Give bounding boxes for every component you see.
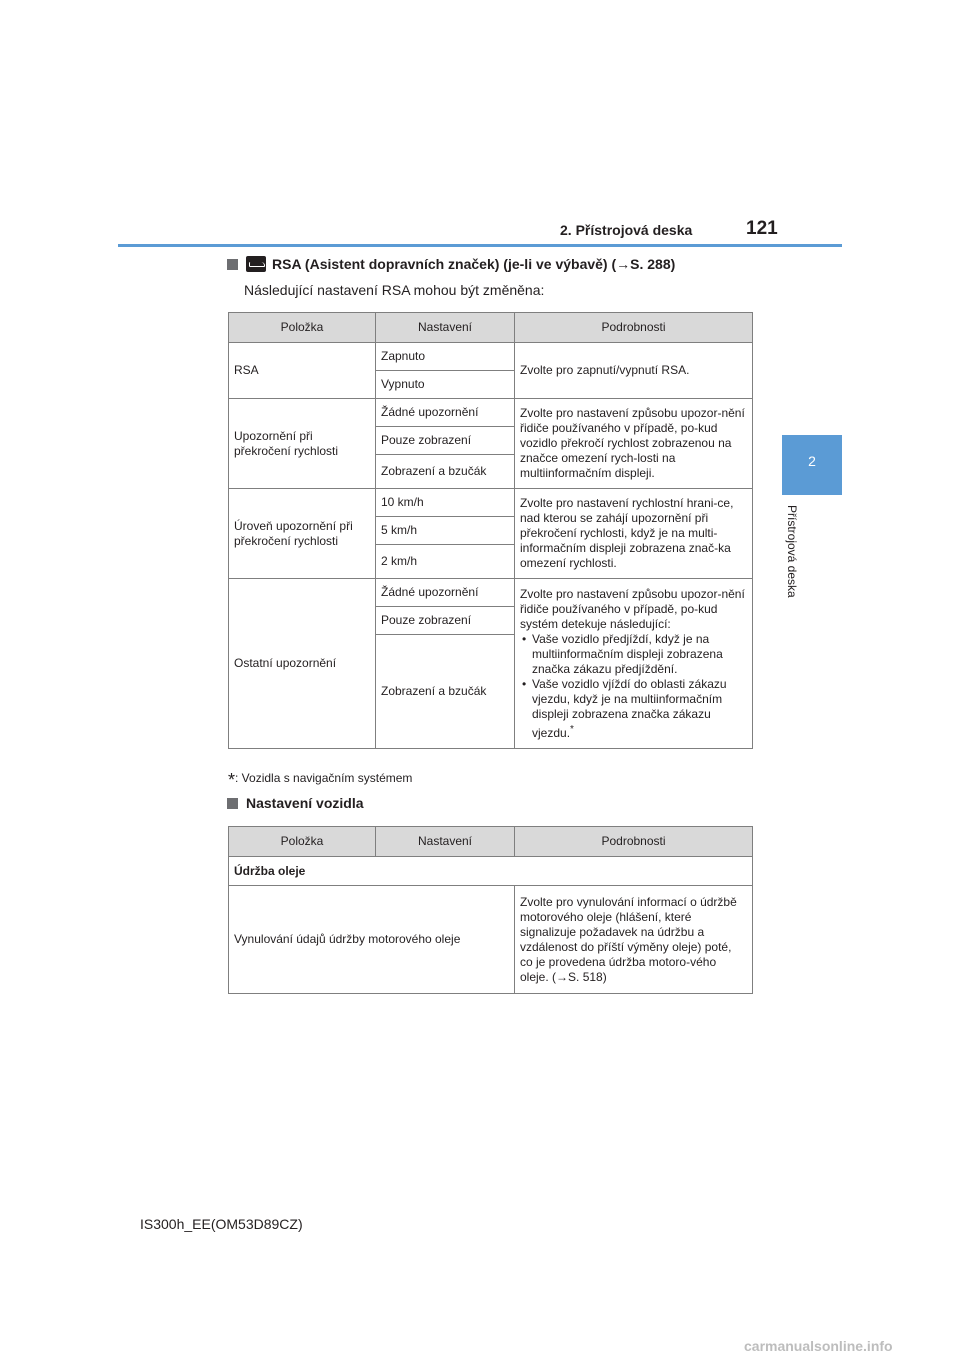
setting-cell: 2 km/h: [376, 545, 515, 579]
chapter-tab[interactable]: [782, 435, 842, 495]
setting-cell: Pouze zobrazení: [376, 607, 515, 635]
item-cell: Vynulování údajů údržby motorového oleje: [229, 886, 515, 994]
table-header-row: [229, 313, 753, 343]
bullet-text: Vaše vozidlo vjíždí do oblasti zákazu vjezdu, když je na multiinformačním displeji zobrazena značka zákazu vjezdu.: [532, 676, 727, 740]
table-group-row: [229, 857, 753, 886]
item-cell: RSA: [229, 343, 376, 399]
table-row: [229, 399, 753, 427]
setting-cell: 5 km/h: [376, 517, 515, 545]
watermark: carmanualsonline.info: [744, 1338, 893, 1354]
list-item: • Vaše vozidlo předjíždí, když je na multiinformačním displeji zobrazena značka zákazu předjíždění.: [532, 632, 747, 677]
header-rule: [118, 244, 842, 247]
list-item: [532, 677, 747, 741]
rsa-intro: Následující nastavení RSA mohou být změněna:: [244, 282, 545, 298]
details-list: [520, 632, 747, 741]
setting-cell: Vypnuto: [376, 371, 515, 399]
table-row: [229, 886, 753, 994]
square-bullet-icon: [227, 798, 238, 809]
section-title: 2. Přístrojová deska: [560, 222, 693, 238]
group-cell: Údržba oleje: [229, 857, 753, 886]
item-cell: Upozornění při překročení rychlosti: [229, 399, 376, 489]
setting-cell: Zobrazení a bzučák: [376, 455, 515, 489]
details-intro: Zvolte pro nastavení způsobu upozor-nění řidiče používaného v případě, po-kud systém detekuje následující:: [520, 586, 745, 631]
column-header: Položka: [229, 827, 376, 857]
table-row: [229, 343, 753, 371]
details-cell: [515, 579, 753, 749]
document-code: IS300h_EE(OM53D89CZ): [140, 1216, 303, 1232]
vehicle-heading-text: Nastavení vozidla: [246, 795, 364, 811]
column-header: Podrobnosti: [515, 827, 753, 857]
footnote-text: : Vozidla s navigačním systémem: [235, 771, 413, 785]
page-number: 121: [746, 218, 778, 239]
footnote-marker: *: [570, 723, 574, 735]
setting-cell: Zapnuto: [376, 343, 515, 371]
rsa-heading: [227, 256, 675, 272]
setting-cell: Žádné upozornění: [376, 399, 515, 427]
table-row: [229, 579, 753, 607]
chapter-number: 2: [808, 453, 816, 469]
table-header-row: [229, 827, 753, 857]
footnote: [228, 770, 412, 791]
chapter-label: Přístrojová deska: [785, 505, 799, 598]
details-cell: Zvolte pro nastavení rychlostní hrani-ce, nad kterou se zahájí upozornění při překročení rychlosti, když je na multi-informačním displeji zobrazena znač-ka omezení rychlosti.: [515, 489, 753, 579]
vehicle-settings-table: [228, 826, 753, 994]
details-cell: Zvolte pro nastavení způsobu upozor-nění řidiče používaného v případě, po-kud vozidlo překročí rychlost zobrazenou na značce omezení rych-losti na multiinformačním displeji.: [515, 399, 753, 489]
square-bullet-icon: [227, 259, 238, 270]
footnote-star: *: [228, 770, 236, 790]
details-cell: Zvolte pro zapnutí/vypnutí RSA.: [515, 343, 753, 399]
table-row: [229, 489, 753, 517]
setting-cell: Zobrazení a bzučák: [376, 635, 515, 749]
rsa-heading-text: RSA (Asistent dopravních značek) (je-li ve výbavě) (→S. 288): [272, 256, 676, 272]
column-header: Nastavení: [376, 827, 515, 857]
rsa-settings-table: [228, 312, 753, 749]
rsa-icon: [246, 256, 266, 272]
column-header: Podrobnosti: [515, 313, 753, 343]
vehicle-heading: [227, 795, 364, 811]
setting-cell: 10 km/h: [376, 489, 515, 517]
setting-cell: Žádné upozornění: [376, 579, 515, 607]
item-cell: Úroveň upozornění při překročení rychlosti: [229, 489, 376, 579]
column-header: Položka: [229, 313, 376, 343]
setting-cell: Pouze zobrazení: [376, 427, 515, 455]
column-header: Nastavení: [376, 313, 515, 343]
item-cell: Ostatní upozornění: [229, 579, 376, 749]
details-cell: Zvolte pro vynulování informací o údržbě motorového oleje (hlášení, které signalizuje požadavek na údržbu a vzdálenost do příští výměny oleje) poté, co je provedena údržba motoro-vého oleje. (→S. 518): [515, 886, 753, 994]
